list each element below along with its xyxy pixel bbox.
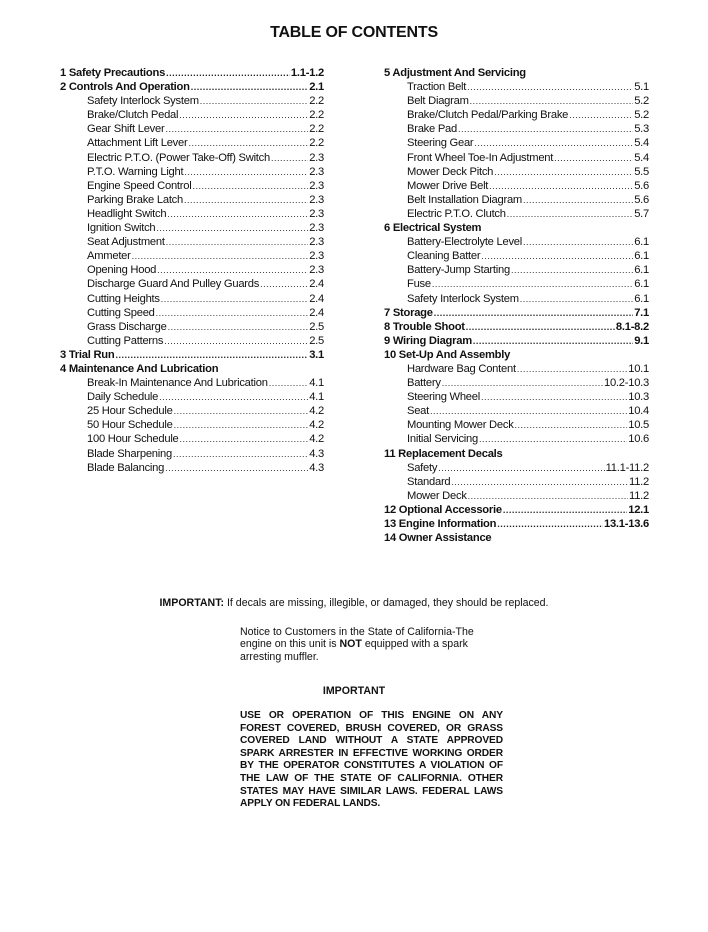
toc-dot-leader [184, 165, 308, 179]
important-warning: USE OR OPERATION OF THIS ENGINE ON ANY FOREST COVERED, BRUSH COVERED, OR GRASS COVERED LAND WITHOUT A STATE APPROVED SPARK ARRESTER IN EFFECTIVE WORKING ORDER BY THE OPERATOR CONSTITUTES A VIOLATION OF THE LAW OF THE STATE OF CALIFORNIA. OTHER STATES MAY HAVE SIMILAR LAWS. FEDERAL LAWS APPLY ON FEDERAL LANDS. [240, 710, 503, 810]
toc-entry-page: 2.2 [309, 109, 324, 122]
toc-entry-page: 2.5 [309, 334, 324, 347]
toc-entry-label: Brake/Clutch Pedal [87, 109, 179, 122]
toc-subsection-entry [60, 151, 324, 165]
toc-entry-label: Headlight Switch [87, 207, 167, 220]
toc-entry-label: Opening Hood [87, 264, 157, 277]
toc-entry-label: 100 Hour Schedule [87, 433, 179, 446]
toc-dot-leader [157, 263, 308, 277]
toc-dot-leader [156, 221, 308, 235]
toc-entry-label: Traction Belt [407, 81, 467, 94]
toc-entry-label: 2 Controls And Operation [60, 81, 190, 94]
toc-entry-label: Daily Schedule [87, 391, 159, 404]
toc-subsection-entry [60, 249, 324, 263]
toc-dot-leader [174, 404, 309, 418]
toc-entry-label: 5 Adjustment And Servicing [384, 67, 526, 79]
toc-entry-label: Mower Deck [407, 489, 467, 502]
toc-entry-page: 10.5 [628, 419, 649, 432]
toc-entry-page: 3.1 [309, 348, 324, 361]
toc-dot-leader [165, 461, 308, 475]
toc-subsection-entry [60, 418, 324, 432]
toc-entry-page: 7.1 [634, 306, 649, 319]
toc-entry-page: 2.3 [309, 165, 324, 178]
toc-subsection-entry [60, 122, 324, 136]
toc-section-entry [381, 320, 649, 334]
toc-entry-page: 2.3 [309, 193, 324, 206]
toc-section-entry [381, 348, 649, 362]
toc-entry-page: 5.7 [634, 207, 649, 220]
toc-left-column [60, 66, 324, 475]
toc-entry-label: 12 Optional Accessorie [384, 503, 502, 516]
toc-dot-leader [554, 151, 633, 165]
toc-entry-page: 2.5 [309, 320, 324, 333]
toc-dot-leader [466, 320, 615, 334]
toc-dot-leader [517, 362, 627, 376]
toc-entry-label: 4 Maintenance And Lubrication [60, 362, 219, 375]
toc-entry-page: 5.4 [634, 151, 649, 164]
toc-dot-leader [523, 193, 633, 207]
toc-entry-label: Gear Shift Lever [87, 123, 165, 136]
toc-entry-label: Belt Installation Diagram [407, 193, 523, 206]
toc-entry-label: Discharge Guard And Pulley Guards [87, 278, 260, 291]
toc-entry-label: Steering Gear [407, 137, 474, 150]
toc-entry-label: 1 Safety Precautions [60, 67, 166, 79]
toc-dot-leader [489, 179, 633, 193]
toc-subsection-entry [381, 461, 649, 475]
toc-subsection-entry [381, 362, 649, 376]
toc-dot-leader [503, 503, 627, 517]
toc-subsection-entry [381, 179, 649, 193]
toc-subsection-entry [60, 390, 324, 404]
toc-entry-page: 6.1 [634, 264, 649, 277]
toc-entry-page: 2.4 [309, 278, 324, 291]
toc-entry-page: 2.2 [309, 137, 324, 150]
toc-entry-page: 8.1-8.2 [615, 320, 649, 333]
toc-dot-leader [161, 292, 308, 306]
toc-entry-page: 12.1 [628, 503, 649, 516]
toc-dot-leader [260, 277, 308, 291]
toc-entry-label: 6 Electrical System [384, 222, 482, 235]
toc-entry-page: 2.3 [309, 250, 324, 263]
toc-entry-label: Seat [407, 405, 430, 418]
toc-entry-label: Blade Balancing [87, 461, 165, 474]
toc-entry-label: Parking Brake Latch [87, 193, 183, 206]
toc-entry-page: 2.3 [309, 236, 324, 249]
toc-dot-leader [474, 136, 633, 150]
toc-dot-leader [470, 94, 634, 108]
toc-subsection-entry [381, 418, 649, 432]
toc-entry-label: Brake Pad [407, 123, 457, 136]
toc-subsection-entry [381, 475, 649, 489]
toc-entry-page: 5.6 [634, 179, 649, 192]
toc-subsection-entry [381, 376, 649, 390]
toc-entry-label: Cutting Heights [87, 292, 160, 305]
toc-entry-page: 6.1 [634, 250, 649, 263]
toc-dot-leader [192, 179, 308, 193]
toc-entry-page: 5.3 [634, 123, 649, 136]
toc-subsection-entry [60, 461, 324, 475]
toc-dot-leader [507, 207, 633, 221]
toc-dot-leader [166, 66, 290, 80]
toc-entry-page: 5.2 [634, 95, 649, 108]
toc-subsection-entry [381, 136, 649, 150]
toc-right-column [381, 66, 649, 545]
toc-subsection-entry [60, 334, 324, 348]
toc-subsection-entry [60, 320, 324, 334]
toc-entry-page: 2.3 [309, 151, 324, 164]
toc-entry-label: Cutting Speed [87, 306, 155, 319]
toc-dot-leader [511, 263, 633, 277]
california-notice-emphasis: NOT [339, 638, 362, 651]
toc-subsection-entry [60, 263, 324, 277]
toc-dot-leader [168, 320, 309, 334]
toc-entry-label: Safety [407, 461, 438, 474]
toc-entry-page: 13.1-13.6 [603, 518, 649, 530]
toc-subsection-entry [60, 108, 324, 122]
toc-entry-label: 14 Owner Assistance [384, 532, 492, 545]
toc-entry-label: Attachment Lift Lever [87, 137, 188, 150]
toc-entry-label: Ignition Switch [87, 222, 156, 235]
toc-entry-label: Break-In Maintenance And Lubrication [87, 377, 268, 390]
toc-entry-label: 50 Hour Schedule [87, 419, 173, 432]
decal-notice-text: If decals are missing, illegible, or damaged, they should be replaced. [224, 597, 549, 609]
toc-dot-leader [159, 390, 308, 404]
toc-dot-leader [184, 193, 308, 207]
toc-section-entry [381, 334, 649, 348]
toc-subsection-entry [381, 80, 649, 94]
toc-dot-leader [188, 136, 308, 150]
toc-entry-label: 8 Trouble Shoot [384, 320, 465, 333]
toc-subsection-entry [381, 263, 649, 277]
toc-subsection-entry [381, 122, 649, 136]
toc-subsection-entry [381, 249, 649, 263]
toc-entry-page: 5.6 [634, 193, 649, 206]
toc-subsection-entry [381, 404, 649, 418]
toc-subsection-entry [381, 432, 649, 446]
decal-notice [0, 597, 708, 609]
toc-section-entry [381, 531, 649, 545]
toc-entry-page: 10.6 [628, 433, 649, 446]
toc-entry-page: 11.2 [629, 489, 649, 502]
toc-entry-label: P.T.O. Warning Light [87, 165, 184, 178]
toc-entry-page: 11.2 [629, 475, 649, 488]
toc-dot-leader [467, 80, 633, 94]
toc-entry-label: 10 Set-Up And Assembly [384, 348, 511, 361]
toc-dot-leader [479, 432, 627, 446]
toc-entry-label: Front Wheel Toe-In Adjustment [407, 151, 554, 164]
toc-subsection-entry [60, 165, 324, 179]
toc-dot-leader [434, 306, 633, 320]
toc-entry-label: 9 Wiring Diagram [384, 334, 472, 347]
toc-entry-page: 4.1 [309, 377, 324, 390]
toc-dot-leader [269, 376, 309, 390]
toc-entry-page: 6.1 [634, 278, 649, 291]
toc-subsection-entry [381, 207, 649, 221]
california-notice-post: equipped with a spark arresting muffler. [240, 638, 468, 663]
toc-section-entry [381, 221, 649, 235]
toc-entry-page: 6.1 [634, 292, 649, 305]
toc-subsection-entry [381, 235, 649, 249]
toc-entry-label: Mounting Mower Deck [407, 419, 514, 432]
toc-subsection-entry [60, 292, 324, 306]
toc-dot-leader [432, 277, 633, 291]
toc-entry-label: Grass Discharge [87, 320, 167, 333]
decal-notice-label: IMPORTANT: [159, 597, 225, 609]
toc-dot-leader [451, 475, 628, 489]
toc-entry-label: Battery-Electrolyte Level [407, 236, 522, 249]
toc-entry-label: Safety Interlock System [407, 292, 519, 305]
toc-entry-page: 10.2-10.3 [603, 377, 649, 390]
toc-subsection-entry [381, 292, 649, 306]
toc-dot-leader [481, 390, 627, 404]
toc-entry-page: 5.1 [634, 81, 649, 94]
toc-entry-page: 2.3 [309, 179, 324, 192]
toc-dot-leader [115, 348, 308, 362]
toc-entry-label: Electric P.T.O. Clutch [407, 207, 506, 220]
toc-subsection-entry [60, 432, 324, 446]
toc-entry-label: Ammeter [87, 250, 131, 263]
toc-entry-label: 13 Engine Information [384, 518, 497, 530]
toc-entry-page: 4.2 [309, 433, 324, 446]
toc-entry-page: 4.2 [309, 405, 324, 418]
toc-section-entry [60, 80, 324, 94]
toc-entry-label: 3 Trial Run [60, 348, 115, 361]
toc-subsection-entry [381, 165, 649, 179]
toc-dot-leader [173, 447, 308, 461]
toc-entry-label: Fuse [407, 278, 431, 291]
toc-entry-label: Initial Servicing [407, 433, 478, 446]
toc-dot-leader [132, 249, 309, 263]
toc-entry-page: 2.3 [309, 207, 324, 220]
toc-entry-page: 2.4 [309, 306, 324, 319]
toc-subsection-entry [381, 108, 649, 122]
toc-entry-page: 6.1 [634, 236, 649, 249]
toc-entry-page: 2.2 [309, 123, 324, 136]
toc-entry-page: 2.3 [309, 264, 324, 277]
toc-entry-page: 2.2 [309, 95, 324, 108]
toc-section-entry [381, 447, 649, 461]
toc-section-entry [60, 348, 324, 362]
toc-section-entry [60, 66, 324, 80]
toc-dot-leader [430, 404, 627, 418]
toc-dot-leader [191, 80, 308, 94]
toc-dot-leader [271, 151, 308, 165]
toc-dot-leader [167, 207, 308, 221]
toc-entry-page: 10.4 [628, 405, 649, 418]
toc-entry-label: Mower Drive Belt [407, 179, 489, 192]
toc-entry-label: Battery [407, 377, 441, 390]
toc-subsection-entry [381, 390, 649, 404]
toc-entry-label: 25 Hour Schedule [87, 405, 173, 418]
toc-entry-page: 9.1 [634, 334, 649, 347]
toc-entry-label: Brake/Clutch Pedal/Parking Brake [407, 109, 569, 122]
toc-entry-page: 5.2 [634, 109, 649, 122]
toc-subsection-entry [60, 447, 324, 461]
toc-dot-leader [497, 517, 603, 531]
toc-entry-label: Blade Sharpening [87, 447, 172, 460]
toc-subsection-entry [381, 151, 649, 165]
toc-entry-label: Battery-Jump Starting [407, 264, 510, 277]
toc-entry-label: Electric P.T.O. (Power Take-Off) Switch [87, 151, 270, 164]
toc-section-entry [381, 503, 649, 517]
toc-entry-label: 11 Replacement Decals [384, 447, 503, 460]
toc-entry-label: Belt Diagram [407, 95, 469, 108]
toc-section-entry [381, 517, 649, 531]
toc-dot-leader [515, 418, 628, 432]
toc-dot-leader [156, 306, 309, 320]
toc-entry-page: 5.4 [634, 137, 649, 150]
toc-entry-page: 11.1-11.2 [605, 461, 649, 474]
toc-entry-label: Cleaning Batter [407, 250, 481, 263]
toc-subsection-entry [60, 404, 324, 418]
toc-dot-leader [200, 94, 308, 108]
toc-entry-page: 2.4 [309, 292, 324, 305]
page-title: TABLE OF CONTENTS [270, 24, 438, 41]
toc-dot-leader [468, 489, 628, 503]
toc-dot-leader [166, 235, 308, 249]
toc-entry-label: Hardware Bag Content [407, 362, 516, 375]
toc-subsection-entry [381, 193, 649, 207]
toc-dot-leader [520, 292, 633, 306]
toc-section-entry [381, 66, 649, 80]
toc-dot-leader [442, 376, 603, 390]
toc-dot-leader [569, 108, 633, 122]
toc-subsection-entry [60, 221, 324, 235]
california-notice-pre: Notice to Customers in the State of California-The engine on this unit is [240, 626, 474, 651]
toc-subsection-entry [60, 235, 324, 249]
toc-subsection-entry [60, 94, 324, 108]
toc-entry-label: Safety Interlock System [87, 95, 199, 108]
toc-dot-leader [481, 249, 633, 263]
toc-entry-label: Engine Speed Control [87, 179, 192, 192]
toc-subsection-entry [381, 94, 649, 108]
toc-subsection-entry [60, 207, 324, 221]
toc-dot-leader [180, 432, 309, 446]
toc-dot-leader [179, 108, 308, 122]
toc-subsection-entry [60, 306, 324, 320]
toc-section-entry [60, 362, 324, 376]
toc-entry-page: 2.1 [309, 81, 324, 94]
toc-entry-label: Mower Deck Pitch [407, 165, 494, 178]
toc-entry-page: 4.1 [309, 391, 324, 404]
toc-entry-label: Standard [407, 475, 451, 488]
toc-dot-leader [438, 461, 604, 475]
toc-dot-leader [458, 122, 633, 136]
toc-dot-leader [473, 334, 633, 348]
toc-entry-label: Steering Wheel [407, 391, 480, 404]
important-heading: IMPORTANT [322, 685, 386, 697]
toc-dot-leader [165, 122, 308, 136]
toc-entry-page: 4.3 [309, 447, 324, 460]
toc-subsection-entry [60, 277, 324, 291]
toc-entry-page: 10.1 [628, 362, 649, 375]
toc-entry-page: 5.5 [634, 165, 649, 178]
california-notice [240, 626, 505, 663]
toc-entry-page: 4.2 [309, 419, 324, 432]
toc-subsection-entry [381, 277, 649, 291]
toc-entry-page: 4.3 [309, 461, 324, 474]
toc-entry-label: Cutting Patterns [87, 334, 164, 347]
toc-section-entry [381, 306, 649, 320]
toc-dot-leader [494, 165, 633, 179]
toc-dot-leader [523, 235, 633, 249]
toc-entry-page: 10.3 [628, 391, 649, 404]
toc-subsection-entry [60, 376, 324, 390]
toc-entry-label: 7 Storage [384, 306, 433, 319]
toc-subsection-entry [60, 136, 324, 150]
toc-dot-leader [174, 418, 309, 432]
toc-subsection-entry [60, 193, 324, 207]
toc-entry-page: 1.1-1.2 [290, 67, 324, 79]
toc-entry-page: 2.3 [309, 222, 324, 235]
toc-dot-leader [164, 334, 308, 348]
toc-subsection-entry [381, 489, 649, 503]
toc-subsection-entry [60, 179, 324, 193]
toc-entry-label: Seat Adjustment [87, 236, 165, 249]
